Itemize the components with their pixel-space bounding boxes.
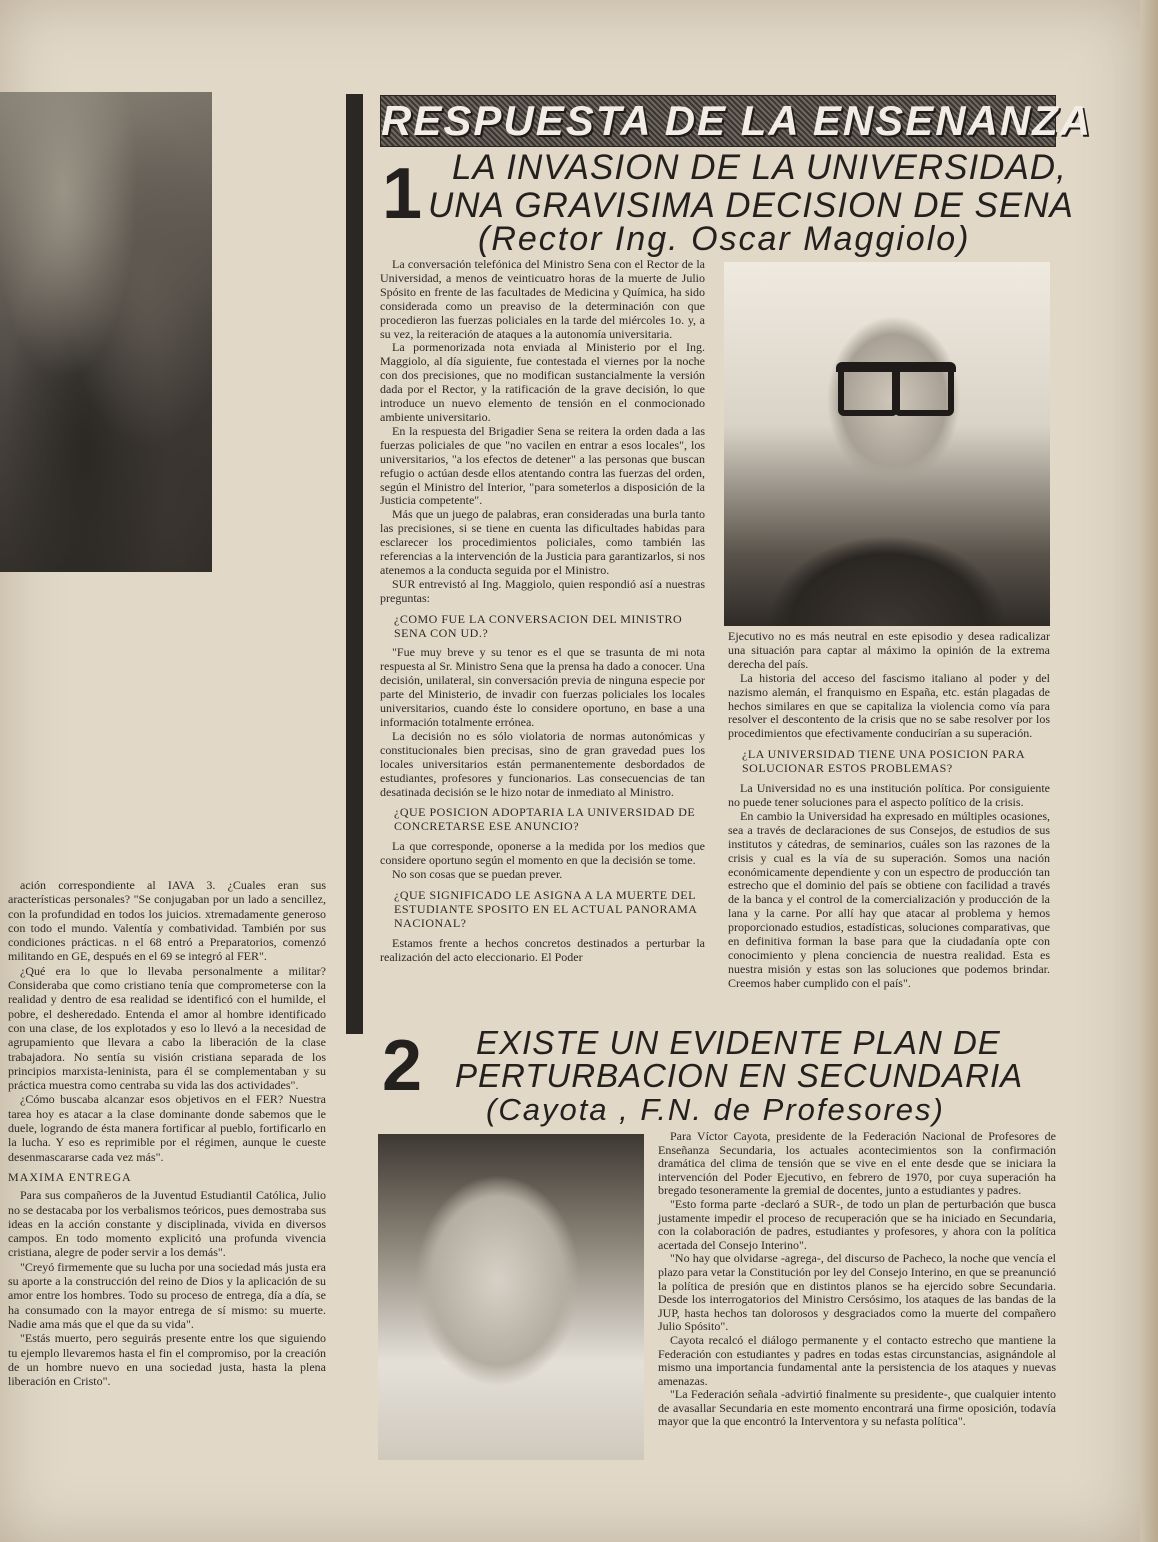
paragraph: Más que un juego de palabras, eran consideradas una burla tanto las precisiones, si se tiene en cuenta las dificultades habidas para esclarecer los procedimientos policiales, como también las referencias a la intervención de la Justicia para garantizarlos, si nos atenemos a la conducta seguida por el Ministro. — [380, 507, 705, 577]
paragraph: "La Federación señala -advirtió finalmente su presidente-, que cualquier intento de avasallar Secundaria en este momento encontrará una firme oposición, todavía mayor que la que encontró la Interventora y su nefasta política". — [658, 1387, 1056, 1429]
paragraph: ación correspondiente al IAVA 3. ¿Cuales eran sus aracterísticas personales? "Se conjugaban por un lado a sencillez, con la profundidad en todos los juicios. xtremadamente generoso con todo el mundo. Valentía y combatividad. También por sus condiciones prácticas. n el 68 entró a Preparatorios, comenzó militando en GE, después en el 69 se integró al FER". — [8, 878, 326, 964]
paragraph: ¿Cómo buscaba alcanzar esos objetivos en el FER? Nuestra tarea hoy es atacar a la clase dominante donde sabemos que le duele, logrando de ésta manera fortificar al pueblo, fortificarlo en la lucha. Y eso es reprimible por el régimen, aunque le cueste desenmascararse cada vez más". — [8, 1092, 326, 1164]
article-1-column-b — [728, 630, 1050, 991]
protest-photo — [0, 92, 212, 572]
article-1-headline-line2: UNA GRAVISIMA DECISION DE SENA — [428, 186, 1074, 225]
section-banner: RESPUESTA DE LA ENSENANZA — [380, 95, 1056, 147]
paragraph: "No hay que olvidarse -agrega-, del discurso de Pacheco, la noche que vencía el plazo para vetar la Constitución por ley del Consejo Interino, en que se preanunció la política de presión que en distintos planos se ha ejercido sobre Secundaria. Desde los interrogatorios del Ministro Cersósimo, los ataques de las bandas de la JUP, hasta hechos tan dolorosos y desgraciados como la muerte del compañero Julio Spósito". — [658, 1251, 1056, 1334]
paragraph: "Estás muerto, pero seguirás presente entre los que siguiendo tu ejemplo llevaremos hasta el fin el compromiso, por la creación de un hombre nuevo en una sociedad justa, hasta la plena liberación en Cristo". — [8, 1331, 326, 1389]
paragraph: La Universidad no es una institución política. Por consiguiente no puede tener soluciones para el aspecto político de la crisis. — [728, 781, 1050, 809]
article-1-column-a — [380, 258, 705, 965]
article-1-byline: (Rector Ing. Oscar Maggiolo) — [478, 220, 971, 258]
interview-question: ¿LA UNIVERSIDAD TIENE UNA POSICION PARA SOLUCIONAR ESTOS PROBLEMAS? — [742, 747, 1025, 776]
paragraph: SUR entrevistó al Ing. Maggiolo, quien respondió así a nuestras preguntas: — [380, 576, 705, 605]
paragraph: Para sus compañeros de la Juventud Estudiantil Católica, Julio no se destacaba por los verbalismos teóricos, pues demostraba sus ideas en la acción constante y disciplinada, vivida en diversos campos. En todo momento explicitó una profunda vivencia cristiana, alegre de poder servir a los demás". — [8, 1188, 326, 1260]
article-2-headline-line2: PERTURBACION EN SECUNDARIA — [455, 1057, 1024, 1094]
paragraph: ¿Qué era lo que lo llevaba personalmente a militar? Consideraba que como cristiano tenía que comprometerse con la realidad y dentro de esa realidad se identificó con el humilde, el pobre, el desheredado. Entenda el amor al hombre identificado con una clase, de los explotados y eso lo llevó a la necesidad de agrupamiento que llevara a cabo la liberación de la clase trabajadora. No sentía su visión cristiana separada de los principios marxista-leninista, para él se complementaban y su práctica muestra como centraba su vida las dos actividades". — [8, 963, 326, 1093]
paragraph: Estamos frente a hechos concretos destinados a perturbar la realización del acto eleccionario. El Poder — [380, 935, 705, 964]
paragraph: No son cosas que se puedan prever. — [392, 867, 563, 882]
maggiolo-portrait-photo — [724, 262, 1050, 626]
interview-question: ¿COMO FUE LA CONVERSACION DEL MINISTRO SENA CON UD.? — [394, 611, 683, 640]
interview-question: ¿QUE POSICION ADOPTARIA LA UNIVERSIDAD DE CONCRETARSE ESE ANUNCIO? — [394, 805, 696, 834]
article-2-headline-line1: EXISTE UN EVIDENTE PLAN DE — [476, 1024, 1001, 1061]
glasses-shape — [836, 362, 956, 414]
paragraph: La pormenorizada nota enviada al Ministerio por el Ing. Maggiolo, al día siguiente, fue contestada el viernes por la noche con dos precisiones, que no modifican sustancialmente la versión dada por el Rector, y la ratificación de la grave decisión, lo que introduce un nuevo elemento de tensión en el conmocionado ambiente universitario. — [380, 340, 705, 424]
article-1-headline-line1: LA INVASION DE LA UNIVERSIDAD, — [452, 148, 1067, 187]
article-2-number: 2 — [382, 1026, 423, 1106]
subheading: MAXIMA ENTREGA — [8, 1169, 132, 1184]
paragraph: La historia del acceso del fascismo italiano al poder y del nazismo alemán, el franquismo en España, etc. están plagadas de hechos similares en que se capitaliza la violencia como vía para resolver el descontento de la crisis que no se sabe resolver por los procedimientos que efectivamente conducirían a su superación. — [728, 670, 1050, 741]
left-continued-column — [8, 878, 326, 1388]
cayota-portrait-photo — [378, 1134, 644, 1460]
paragraph: Ejecutivo no es más neutral en este episodio y desea radicalizar una situación para captar al máximo la opinión de la extrema derecha del país. — [728, 629, 1050, 671]
interview-question: ¿QUE SIGNIFICADO LE ASIGNA A LA MUERTE DEL ESTUDIANTE SPOSITO EN EL ACTUAL PANORAMA NACIONAL? — [394, 887, 697, 930]
paragraph: La que corresponde, oponerse a la medida por los medios que considere oportuno según el momento en que la decisión se tome. — [380, 839, 705, 868]
article-2-column — [658, 1130, 1056, 1429]
paragraph: "Fue muy breve y su tenor es el que se trasunta de mi nota respuesta al Sr. Ministro Sena que la prensa ha dado a conocer. Una decisión, unilateral, sin conversación previa de ninguna especie por parte del Ministerio, de invadir con fuerzas policiales los locales universitarios, cuando éste lo considere oportuno, en base a una información totalmente errónea. — [380, 645, 705, 729]
paragraph: En la respuesta del Brigadier Sena se reitera la orden dada a las fuerzas policiales de que "no vacilen en entrar a esos locales", los universitarios, "a los efectos de detener" a las personas que buscan refugio o actúan desde ellos atentando contra las fuerzas del orden, según el Ministro del Interior, "para someterlos a disposición de la Justicia competente". — [380, 423, 705, 508]
page-edge — [1140, 0, 1158, 1542]
paragraph: En cambio la Universidad ha expresado en múltiples ocasiones, sea a través de declaraciones de sus Consejos, de estudios de sus institutos y cátedras, de seminarios, cuáles son las razones de la crisis y cual es la vía de su superación. Somos una nación económicamente dependiente y con un espectro de producción tan estrecho que el dominio del país se obtiene con facilidad a través de la banca y el control de la comercialización y producción de la lana y la carne. Por allí hay que atacar al problema y hemos proporcionado estudios, estadísticas, soluciones comparativas, que en definitiva forman la base para que la ciudadanía opte con conocimiento y plena conciencia de nuestra realidad. Esta es nuestra misión y estas son las soluciones que podemos brindar. Creemos haber cumplido con el país". — [728, 808, 1050, 990]
paragraph: Para Víctor Cayota, presidente de la Federación Nacional de Profesores de Enseñanza Secundaria, los actuales acontecimientos son la confirmación dramática del clima de tensión que se vive en el ente desde que se iniciara la intervención del Poder Ejecutivo, en febrero de 1970, por cuya superación ha bregado tesoneramente la gremial de docentes, junto a estudiantes y padres. — [658, 1129, 1056, 1198]
paragraph: "Creyó firmemente que su lucha por una sociedad más justa era su aporte a la construcción del reino de Dios y la aplicación de su amor entre los hombres. Todo su proceso de entrega, día a día, se ha consumado con la mayor entrega de sí mismo: su muerte. Nadie ama más que el que da su vida". — [8, 1259, 326, 1331]
paragraph: "Esto forma parte -declaró a SUR-, de todo un plan de perturbación que busca justamente impedir el proceso de recuperación que se ha iniciado en Secundaria, con la colaboración de padres, estudiantes y profesores, y ahora con la política acertada del Consejo Interino". — [658, 1196, 1056, 1252]
paragraph: La conversación telefónica del Ministro Sena con el Rector de la Universidad, a menos de veinticuatro horas de la muerte de Julio Spósito en frente de las facultades de Medicina y Química, ha sido considerada como un preaviso de la determinación con que procedieron las fuerzas policiales en la tarde del miércoles 1o. y, a su vez, la reiteración de ataques a la autonomía universitaria. — [380, 257, 705, 341]
column-divider-bar — [346, 94, 363, 1034]
paragraph: Cayota recalcó el diálogo permanente y el contacto estrecho que mantiene la Federación con estudiantes y padres en todas estas circunstancias, asignándole al mismo una importancia fundamental ante la persistencia de los ataques y nuevas amenazas. — [658, 1332, 1056, 1388]
paragraph: La decisión no es sólo violatoria de normas autonómicas y constitucionales bien precisas, sino de gran gravedad pues los locales universitarios están permanentemente desbordados de estudiantes, profesores y funcionarios. Las consecuencias de tan desatinada decisión se le hizo notar de inmediato al Ministro. — [380, 728, 705, 799]
article-2-byline: (Cayota , F.N. de Profesores) — [486, 1092, 945, 1127]
article-1-number: 1 — [382, 154, 423, 234]
